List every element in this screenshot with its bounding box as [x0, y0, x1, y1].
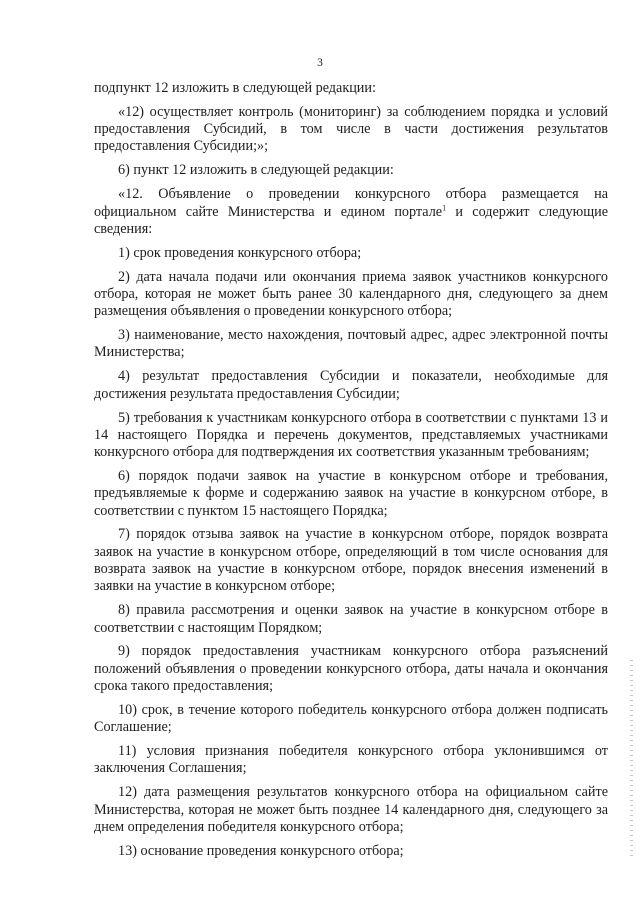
paragraph-intro: подпункт 12 изложить в следующей редакции: [94, 80, 376, 96]
document-body [94, 80, 608, 867]
announcement-text-continued: и содержит следующие сведения: [94, 203, 609, 237]
list-item-7: 7) порядок отзыва заявок на участие в конкурсном отборе, порядок возврата заявок на участие в конкурсном отборе, определяющий в том числе основания для возврата заявок на участие в конкурсном отборе, порядок внесения изменений в заявки на участие в конкурсном отборе; [94, 526, 608, 595]
list-item-4: 4) результат предоставления Субсидии и показатели, необходимые для достижения результата предоставления Субсидии; [94, 368, 608, 402]
list-item-1: 1) срок проведения конкурсного отбора; [118, 244, 362, 261]
list-item-8: 8) правила рассмотрения и оценки заявок на участие в конкурсном отборе в соответствии с настоящим Порядком; [94, 602, 608, 636]
scan-edge-marks [630, 660, 633, 860]
list-item-3: 3) наименование, место нахождения, почтовый адрес, адрес электронной почты Министерства; [94, 327, 608, 361]
paragraph-point-6: 6) пункт 12 изложить в следующей редакции: [118, 162, 394, 179]
list-item-5: 5) требования к участникам конкурсного отбора в соответствии с пунктами 13 и 14 настоящего Порядка и перечень документов, представляемых участниками конкурсного отбора для подтверждения их соответствия указанным требованиям; [94, 409, 608, 461]
paragraph-announcement [94, 186, 608, 238]
list-item-2: 2) дата начала подачи или окончания приема заявок участников конкурсного отбора, которая не может быть ранее 30 календарного дня, следующего за днем размещения объявления о проведении конкурсного отбора; [94, 268, 608, 320]
footnote-marker: 1 [442, 202, 447, 212]
list-item-13: 13) основание проведения конкурсного отбора; [118, 842, 404, 859]
list-item-11: 11) условия признания победителя конкурсного отбора уклонившимся от заключения Соглашения; [94, 743, 608, 777]
announcement-text: «12. Объявление о проведении конкурсного отбора размещается на официальном сайте Министерства и едином портале [94, 186, 608, 220]
list-item-12: 12) дата размещения результатов конкурсного отбора на официальном сайте Министерства, которая не может быть позднее 14 календарного дня, следующего за днем определения победителя конкурсного отбора; [94, 784, 608, 835]
list-item-6: 6) порядок подачи заявок на участие в конкурсном отборе и требования, предъявляемые к форме и содержанию заявок на участие в конкурсном отборе, в соответствии с пунктом 15 настоящего Порядка; [94, 467, 608, 519]
list-item-10: 10) срок, в течение которого победитель конкурсного отбора должен подписать Соглашение; [94, 701, 608, 736]
page-number: 3 [317, 57, 323, 69]
paragraph-item-12-monitoring: «12) осуществляет контроль (мониторинг) за соблюдением порядка и условий предоставления Субсидий, в том числе в части достижения результатов предоставления Субсидии;»; [94, 103, 608, 155]
list-item-9: 9) порядок предоставления участникам конкурсного отбора разъяснений положений объявления о проведении конкурсного отбора, даты начала и окончания срока такого предоставления; [94, 643, 608, 695]
